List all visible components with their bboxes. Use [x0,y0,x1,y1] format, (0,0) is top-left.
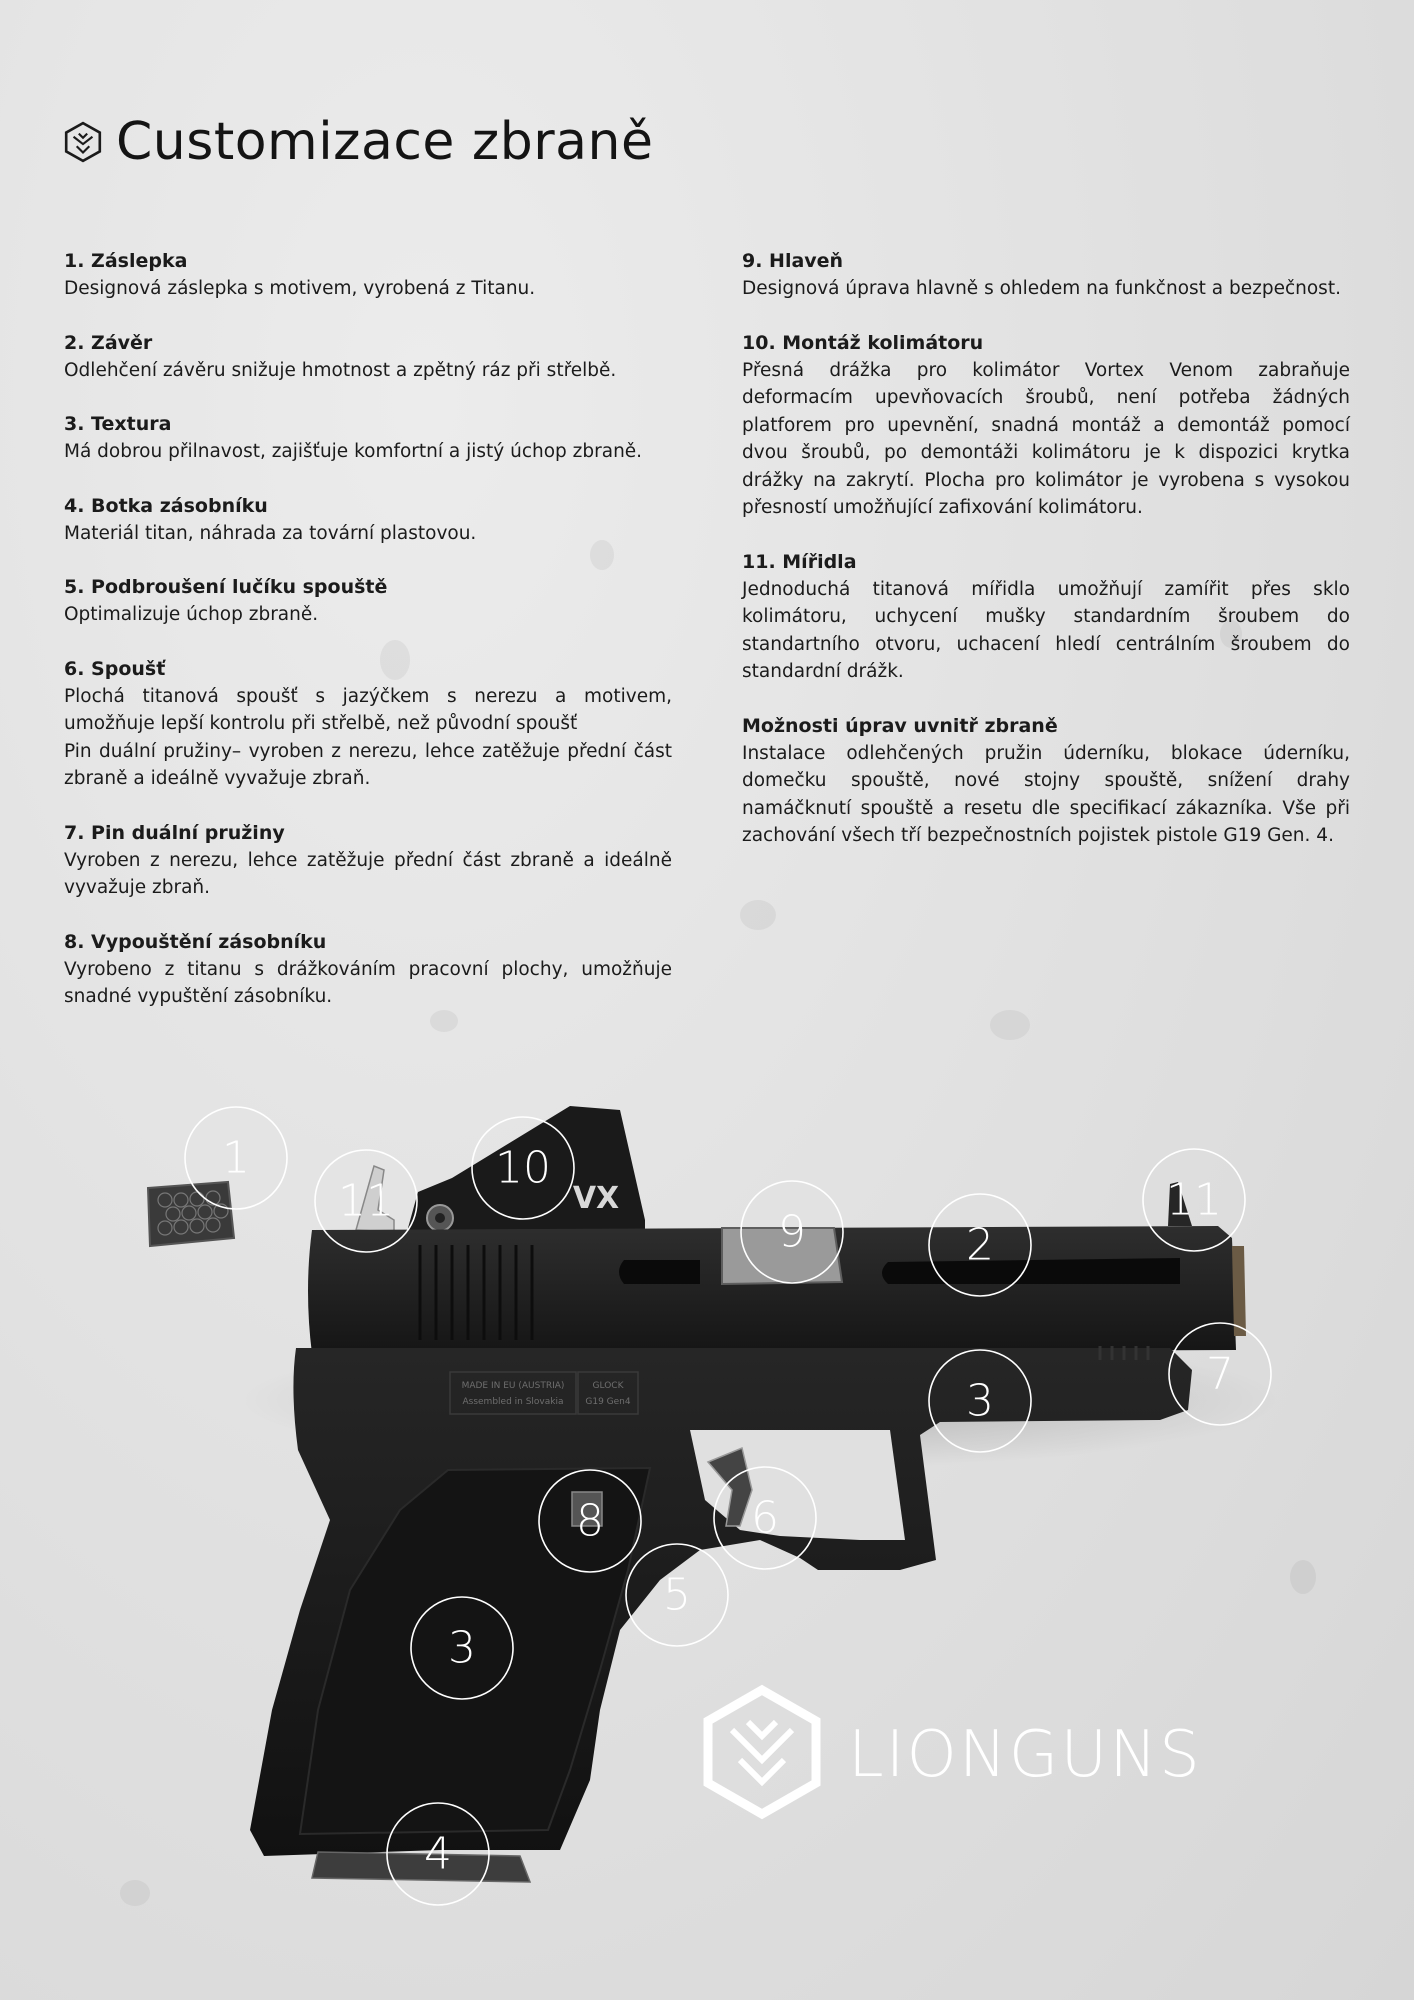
list-item [64,929,672,1011]
item-title: 2. Závěr [64,331,153,354]
item-text: Přesná drážka pro kolimátor Vortex Venom zabraňuje deformacím upevňovacích šroubů, není potřeba žádných platforem pro upevnění, snadná montáž a demontáž pomocí dvou šroubů, po demontáži kolimátoru je k dispozici krytka drážky na zakrytí. Plocha pro kolimátor je vyrobena s vysokou přesností umožňující zafixování kolimátoru. [742,359,1350,518]
item-title: 10. Montáž kolimátoru [742,331,984,354]
item-title: 1. Záslepka [64,250,188,272]
frame-marking-model: G19 Gen4 [585,1397,631,1407]
item-title: 8. Vypouštění zásobníku [64,930,327,953]
list-item [64,820,672,902]
slide-cut-rear [619,1260,700,1284]
header [62,112,653,172]
item-title: 4. Botka zásobníku [64,494,268,517]
list-item [64,248,672,303]
item-text: Optimalizuje úchop zbraně. [64,604,319,625]
callout-number: 7 [1206,1348,1234,1400]
list-item [64,656,672,793]
left-column [64,248,672,1038]
list-item [64,493,672,548]
page-title: Customizace zbraně [116,112,654,172]
item-title: 7. Pin duální pružiny [64,821,285,844]
item-text: Vyrobeno z titanu s drážkováním pracovní plochy, umožňuje snadné vypuštění zásobníku. [64,958,672,1007]
callout-number: 9 [778,1206,806,1258]
callout-number: 3 [448,1622,476,1674]
item-text: Materiál titan, náhrada za tovární plastovou. [64,522,477,544]
callout-number: 3 [966,1375,994,1427]
item-text: Plochá titanová spoušť s jazýčkem s nerezu a motivem, umožňuje lepší kontrolu při střelbě, než původní spoušť Pin duální pružiny– vyroben z nerezu, lehce zatěžuje přední část zbraně a ideálně vyvažuje zbraň. [64,685,672,789]
callout-number: 11 [338,1175,394,1227]
callout-number: 4 [424,1828,452,1880]
lion-logo-icon [62,121,104,163]
right-column [742,248,1350,877]
magazine-base-plate [312,1852,530,1882]
item-text: Má dobrou přilnavost, zajišťuje komfortní a jistý úchop zbraně. [64,441,643,462]
frame-marking-brand: GLOCK [592,1381,624,1391]
item-title: Možnosti úprav uvnitř zbraně [742,714,1058,737]
frame-marking-assembly: Assembled in Slovakia [462,1397,564,1407]
pistol-illustration [0,1070,1414,1970]
item-text: Jednoduchá titanová mířidla umožňují zamířit přes sklo kolimátoru, uchycení mušky standardním šroubem do standartního otvoru, uchacení hledí centrálním šroubem do standardní drážk. [742,578,1350,682]
list-item [64,330,672,385]
item-text: Instalace odlehčených pružin úderníku, blokace úderníku, domečku spouště, nové stojny spouště, snížení drahy namáčknutí spouště a resetu dle specifikací zákazníka. Vše při zachování všech tří bezpečnostních pojistek pistole G19 Gen. 4. [742,742,1350,846]
list-item [742,549,1350,686]
barrel-muzzle [1232,1246,1246,1336]
item-title: 3. Textura [64,413,172,435]
slide-cut-front [882,1258,1180,1284]
callout-number: 10 [495,1142,551,1194]
callout-number: 1 [222,1132,250,1184]
item-text: Designová záslepka s motivem, vyrobená z Titanu. [64,278,536,299]
pistol-figure [0,1070,1414,1970]
callout [185,1107,287,1209]
list-item [742,330,1350,522]
list-item [64,574,672,629]
list-item [742,248,1350,303]
callout-number: 11 [1166,1174,1222,1226]
item-title: 5. Podbroušení lučíku spouště [64,576,388,598]
slide-cover-plate [148,1182,234,1246]
lion-face-icon [732,1722,792,1782]
brand-name: LIONGUNS [848,1718,1202,1792]
callout-number: 8 [576,1495,604,1547]
lion-hexagon-icon [708,1690,816,1814]
item-text: Vyroben z nerezu, lehce zatěžuje přední část zbraně a ideálně vyvažuje zbraň. [64,849,672,898]
list-item [742,713,1350,850]
item-text: Designová úprava hlavně s ohledem na funkčnost a bezpečnost. [742,278,1341,299]
item-text: Odlehčení závěru snižuje hmotnost a zpětný ráz při střelbě. [64,359,617,381]
callout-number: 6 [751,1492,779,1544]
list-item [64,411,672,466]
frame-marking-origin: MADE IN EU (AUSTRIA) [461,1381,565,1391]
item-title: 11. Mířidla [742,550,857,573]
item-title: 6. Spoušť [64,657,166,680]
callout-number: 5 [663,1569,691,1621]
optic-brand-mark: VX [572,1181,620,1216]
item-title: 9. Hlaveň [742,250,844,272]
callout-number: 2 [966,1219,994,1271]
lionguns-logo [708,1690,1202,1814]
